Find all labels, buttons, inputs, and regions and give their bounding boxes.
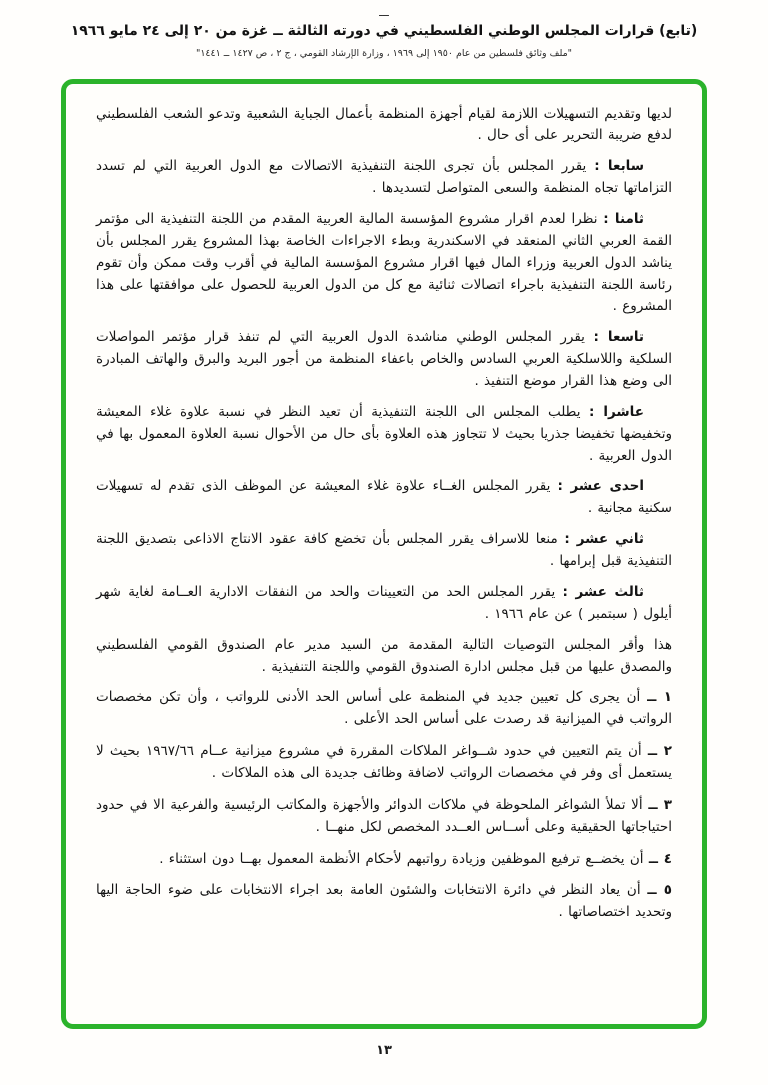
recommendations-list — [96, 687, 672, 924]
top-mark: ـــ — [379, 6, 389, 19]
list-item — [96, 880, 672, 924]
paragraph-twelfth — [96, 529, 672, 573]
paragraph-text: يقرر المجلس الحد من التعيينات والحد من النفقات الادارية العــامة لغاية شهر أيلول ( سبتمبر ) عن عام ١٩٦٦ . — [96, 583, 672, 622]
paragraph-lead: عاشرا : — [589, 403, 644, 420]
paragraph-text: يقرر المجلس بأن تجرى اللجنة التنفيذية الاتصالات مع الدول العربية التي لم تسدد التزاماتها تجاه المنظمة والسعى المتواصل لتسديدها . — [96, 158, 672, 197]
paragraph-text: يطلب المجلس الى اللجنة التنفيذية أن تعيد النظر في نسبة علاوة غلاء المعيشة وتخفيضها تخفيضا جذريا بحيث لا تتجاوز هذه العلاوة بأى حال من الأحوال نسبة العلاوة المعمول بها في الدول العربية . — [96, 403, 672, 464]
paragraph-lead: ثامنا : — [603, 211, 644, 228]
list-item — [96, 849, 672, 871]
paragraph-lead: احدى عشر : — [557, 478, 644, 495]
content-frame — [61, 79, 707, 1029]
paragraph-text: نظرا لعدم اقرار مشروع المؤسسة المالية العربية المقدم من اللجنة التنفيذية الى مؤتمر القمة العربي الثاني المنعقد في الاسكندرية وبطء الاجراءات الخاصة بهذا المشروع يقرر المجلس بأن يناشد الدول العربية وزراء المال فيها اقرار مشروع المؤسسة المالية في أقرب وقت ممكن وأن تقوم رئاسة اللجنة التنفيذية باجراء اتصالات ثنائية مع كل من الدول العربية للحصول على موافقتها على هذا المشروع . — [96, 211, 672, 315]
paragraph-ninth — [96, 327, 672, 393]
page-number: ١٣ — [376, 1042, 392, 1058]
paragraph-lead: ثالث عشر : — [562, 583, 644, 600]
paragraph-thirteenth — [96, 582, 672, 626]
list-item-text: أن يجرى كل تعيين جديد في المنظمة على أساس الحد الأدنى للرواتب ، وأن تكن مخصصات الرواتب في الميزانية قد رصدت على أساس الحد الأعلى . — [96, 689, 672, 728]
paragraph-seventh — [96, 156, 672, 200]
document-header — [0, 22, 768, 59]
paragraph-lead: سابعا : — [594, 158, 644, 175]
paragraph-text: يقرر المجلس الوطني مناشدة الدول العربية التي لم تنفذ قرار مؤتمر المواصلات السلكية واللاسلكية العربي السادس والخاص باعفاء المنظمة من أجور البريد والبرق والهاتف المبادرة الى وضع هذا القرار موضع التنفيذ . — [96, 329, 672, 390]
list-item-number: ٥ ــ — [647, 882, 672, 899]
list-item-number: ٤ ــ — [648, 850, 672, 867]
paragraph-text: هذا وأقر المجلس التوصيات التالية المقدمة من السيد مدير عام الصندوق القومي الفلسطيني والمصدق عليها من قبل مجلس ادارة الصندوق القومي واللجنة التنفيذية . — [96, 636, 672, 675]
list-item-number: ١ ــ — [647, 689, 672, 706]
document-title: (تابع) قرارات المجلس الوطني الفلسطيني في دورته الثالثة ــ غزة من ٢٠ إلى ٢٤ مايو ١٩٦٦ — [70, 23, 698, 39]
document-source-line: "ملف وثائق فلسطين من عام ١٩٥٠ إلى ١٩٦٩ ، وزارة الإرشاد القومي ، ج ٢ ، ص ١٤٢٧ ــ ١٤٤١" — [195, 47, 573, 59]
paragraph-text: يقرر المجلس الغــاء علاوة غلاء المعيشة عن الموظف الذى تقدم له تسهيلات سكنية مجانية . — [96, 478, 672, 517]
list-item — [96, 687, 672, 731]
list-item-text: أن يعاد النظر في دائرة الانتخابات والشئون العامة بعد اجراء الانتخابات على ضوء الحاجة اليها وتحديد اختصاصاتها . — [96, 882, 672, 921]
paragraph-recommendations-intro — [96, 635, 672, 679]
list-item-text: أن يتم التعيين في حدود شــواغر الملاكات المقررة في مشروع ميزانية عــام ١٩٦٧/٦٦ بحيث لا يستعمل أى وفر في مخصصات الرواتب لاضافة وظائف جديدة الى هذه الملاكات . — [96, 743, 672, 781]
list-item-number: ٣ ــ — [648, 796, 672, 813]
paragraph-eighth — [96, 209, 672, 318]
paragraph-continuation — [96, 104, 672, 148]
page-footer — [0, 1039, 768, 1068]
paragraph-eleventh — [96, 476, 672, 520]
list-item — [96, 795, 672, 839]
paragraph-lead: تاسعا : — [593, 329, 644, 346]
paragraph-tenth — [96, 402, 672, 468]
list-item-text: أن يخضــع ترفيع الموظفين وزيادة رواتبهم لأحكام الأنظمة المعمول بهــا دون استثناء . — [159, 850, 644, 867]
list-item — [96, 741, 672, 785]
list-item-text: ألا تملأ الشواغر الملحوظة في ملاكات الدوائر والأجهزة والمكاتب الرئيسية والفرعية الا في حدود احتياجاتها الحقيقية وعلى أســاس العــدد المخصص لكل منهــا . — [96, 796, 672, 835]
paragraph-lead: ثاني عشر : — [564, 531, 644, 548]
paragraph-text: لديها وتقديم التسهيلات اللازمة لقيام أجهزة المنظمة بأعمال الجباية الشعبية وتدعو الشعب الفلسطيني لدفع ضريبة التحرير على أى حال . — [96, 105, 672, 144]
list-item-number: ٢ ــ — [647, 743, 673, 760]
paragraph-text: منعا للاسراف يقرر المجلس بأن تخضع كافة عقود الانتاج الاذاعى بتصديق اللجنة التنفيذية قبل إبرامها . — [96, 531, 672, 570]
